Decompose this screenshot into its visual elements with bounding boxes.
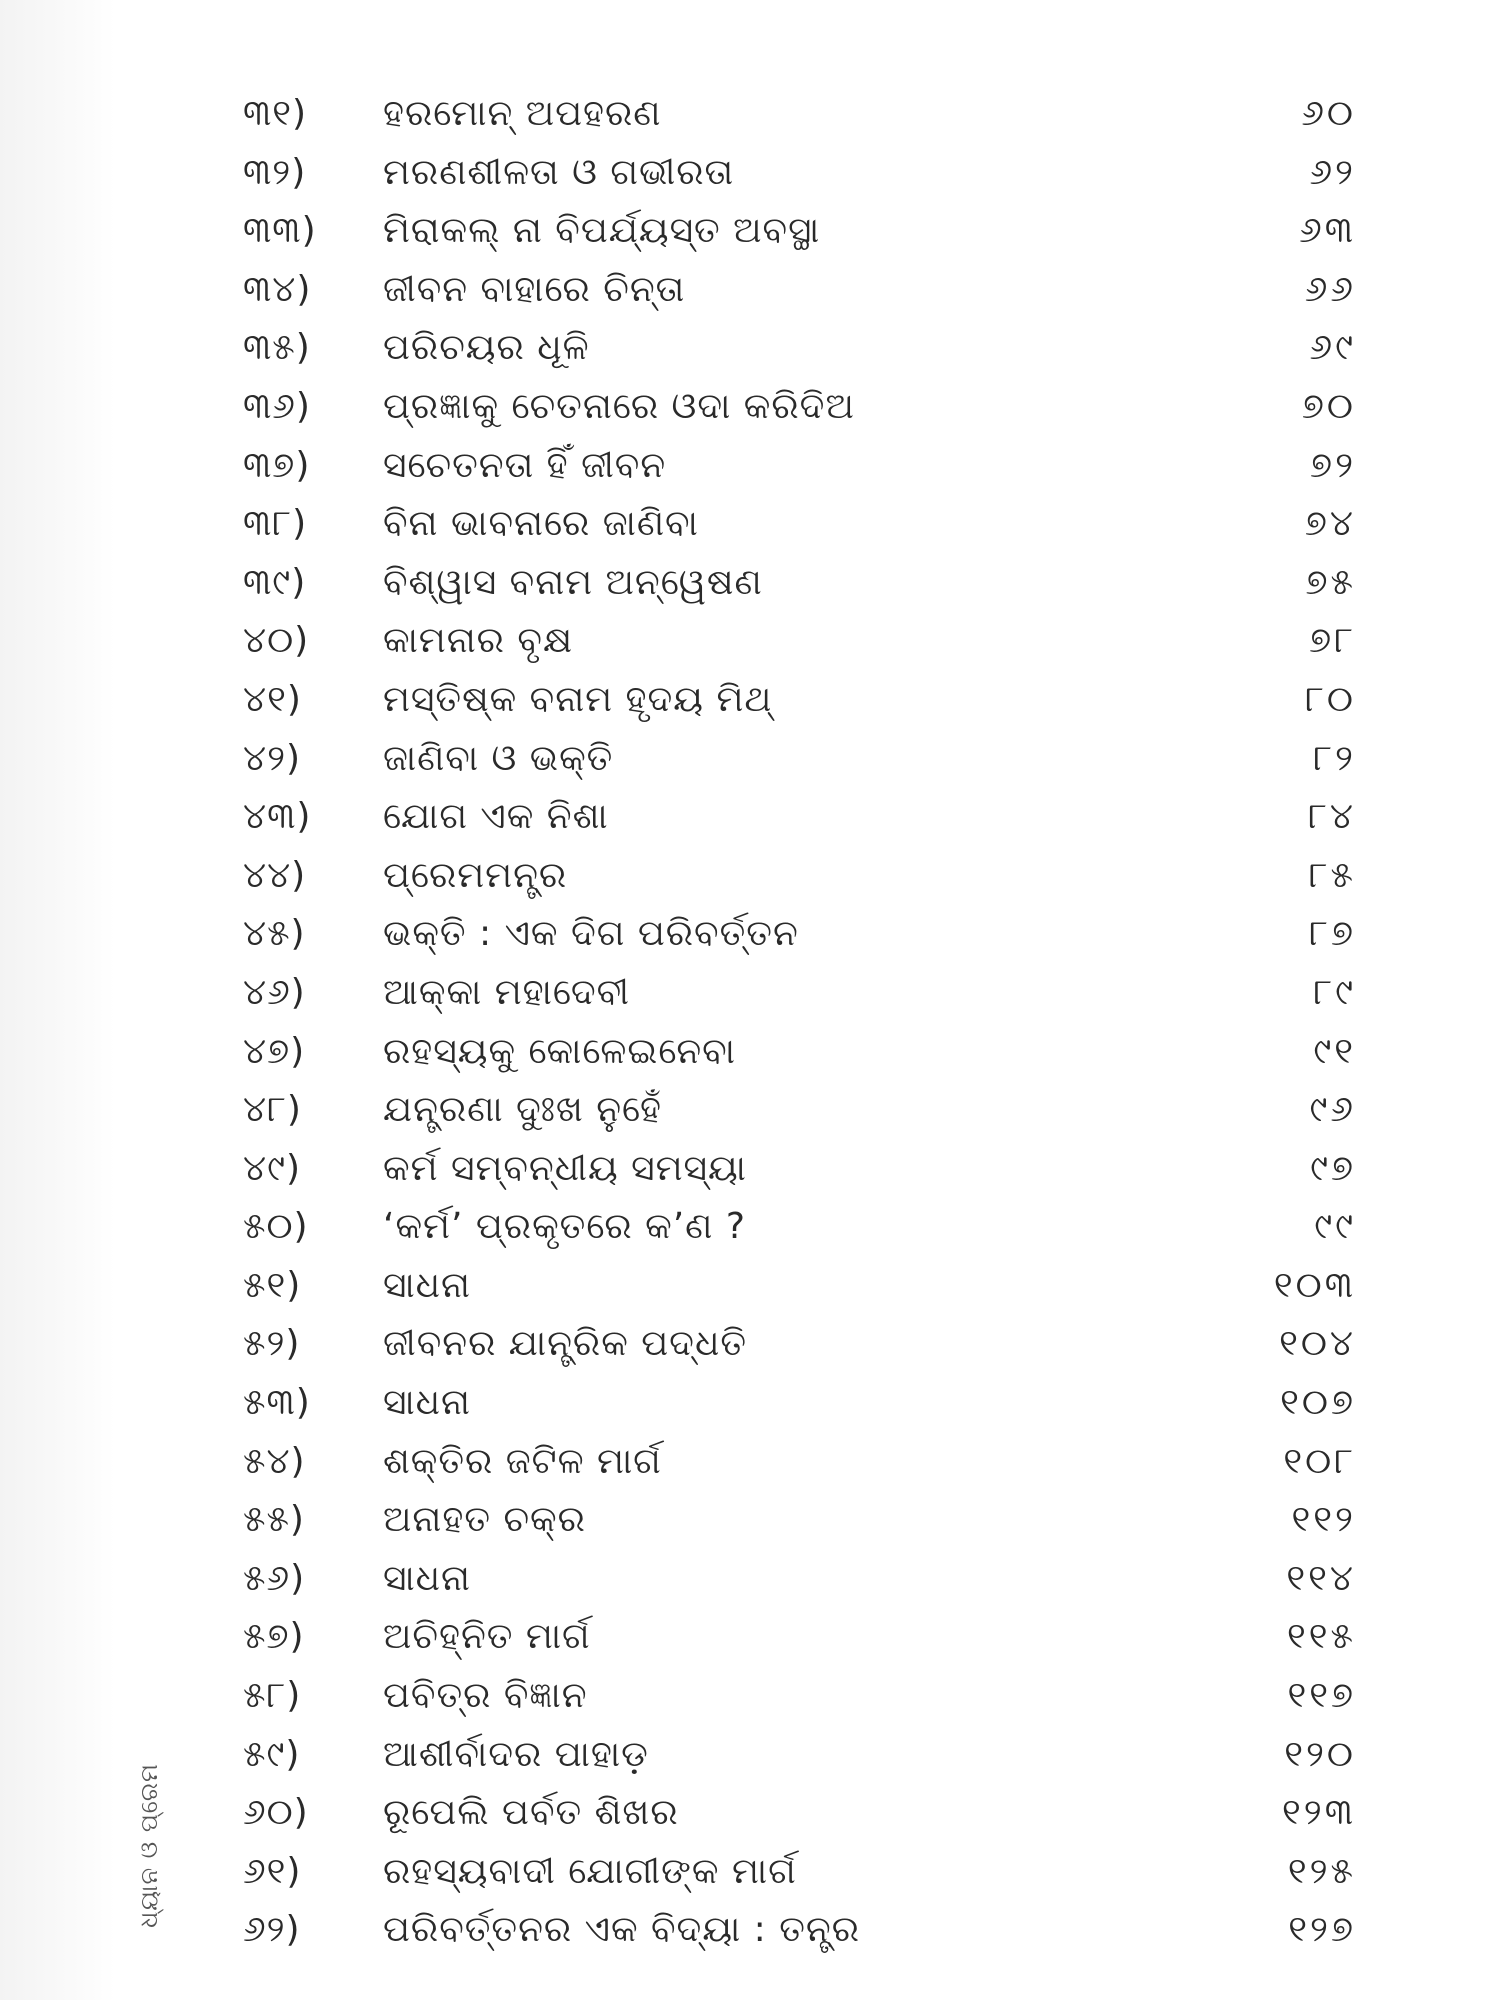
entry-title: ରୂପେଲି ପର୍ବତ ଶିଖର xyxy=(383,1792,679,1834)
entry-title: ହରମୋନ୍ ଅପହରଣ xyxy=(383,93,662,134)
entry-page-number: ୮୫ xyxy=(1308,854,1356,896)
entry-number: ୩୮) xyxy=(243,503,308,545)
entry-title: ଅଚିହ୍ନିତ ମାର୍ଗ xyxy=(383,1616,591,1658)
entry-number: ୩୫) xyxy=(243,327,311,369)
entry-number: ୫୩) xyxy=(243,1382,311,1424)
entry-title: ‘କର୍ମ’ ପ୍ରକୃତରେ କ’ଣ ? xyxy=(383,1206,746,1248)
entry-page-number: ୧୦୭ xyxy=(1280,1382,1356,1424)
toc-entry xyxy=(0,1491,1500,1550)
entry-page-number: ୧୦୪ xyxy=(1279,1323,1356,1365)
entry-number: ୪୩) xyxy=(243,796,312,838)
toc-entry xyxy=(0,1198,1500,1257)
entry-number: ୫୦) xyxy=(243,1206,309,1248)
toc-entry xyxy=(0,495,1500,554)
entry-title: କାମନାର ବୃକ୍ଷ xyxy=(383,620,574,662)
entry-page-number: ୧୨୩ xyxy=(1282,1792,1356,1834)
toc-entry xyxy=(0,1257,1500,1316)
toc-entry xyxy=(0,905,1500,964)
entry-page-number: ୬୨ xyxy=(1309,151,1356,193)
toc-entry xyxy=(0,847,1500,906)
toc-entry xyxy=(0,1550,1500,1609)
entry-number: ୪୨) xyxy=(243,737,302,779)
entry-page-number: ୧୧୫ xyxy=(1287,1616,1356,1658)
entry-number: ୩୭) xyxy=(243,444,311,486)
entry-page-number: ୭୨ xyxy=(1310,444,1356,486)
entry-page-number: ୭୪ xyxy=(1304,503,1356,545)
entry-number: ୩୨) xyxy=(243,151,307,193)
entry-number: ୩୧) xyxy=(243,93,308,134)
entry-page-number: ୯୯ xyxy=(1314,1206,1356,1248)
table-of-contents xyxy=(0,85,1500,1960)
toc-entry xyxy=(0,730,1500,789)
toc-entry xyxy=(0,85,1500,144)
entry-number: ୩୪) xyxy=(243,268,312,310)
entry-number: ୪୫) xyxy=(243,913,306,955)
toc-entry xyxy=(0,1081,1500,1140)
toc-entry xyxy=(0,1784,1500,1843)
toc-entry xyxy=(0,1726,1500,1785)
entry-title: ଶକ୍ତିର ଜଟିଳ ମାର୍ଗ xyxy=(383,1440,662,1482)
entry-title: ମସ୍ତିଷ୍କ ବନାମ ହୃଦୟ ମିଥ୍ xyxy=(383,678,773,720)
toc-entry xyxy=(0,1901,1500,1960)
entry-number: ୪୯) xyxy=(243,1147,302,1189)
toc-entry xyxy=(0,671,1500,730)
entry-title: ପ୍ରଜ୍ଞାକୁ ଚେତନାରେ ଓଦା କରିଦିଅ xyxy=(383,385,855,427)
entry-number: ୩୩) xyxy=(243,210,317,252)
entry-number: ୪୪) xyxy=(243,854,307,896)
toc-entry xyxy=(0,1433,1500,1492)
toc-entry xyxy=(0,202,1500,261)
entry-number: ୪୧) xyxy=(243,678,302,720)
entry-title: ଜୀବନ ବାହାରେ ଚିନ୍ତା xyxy=(383,268,686,310)
entry-title: ପ୍ରେମମନ୍ତ୍ର xyxy=(383,854,568,896)
toc-entry xyxy=(0,1374,1500,1433)
toc-entry xyxy=(0,964,1500,1023)
entry-number: ୩୯) xyxy=(243,561,307,603)
entry-number: ୬୨) xyxy=(243,1909,301,1951)
toc-entry xyxy=(0,788,1500,847)
toc-entry xyxy=(0,1608,1500,1667)
entry-page-number: ୭୮ xyxy=(1309,620,1356,662)
entry-page-number: ୧୧୭ xyxy=(1287,1675,1356,1717)
entry-number: ୪୬) xyxy=(243,971,306,1013)
toc-entry xyxy=(0,1843,1500,1902)
entry-title: ସଚେତନତା ହିଁ ଜୀବନ xyxy=(383,444,667,486)
entry-title: କର୍ମ ସମ୍ବନ୍ଧୀୟ ସମସ୍ୟା xyxy=(383,1147,747,1189)
entry-title: ଯୋଗ ଏକ ନିଶା xyxy=(383,796,609,838)
entry-title: ବିଶ୍ୱାସ ବନାମ ଅନ୍ୱେଷଣ xyxy=(383,561,763,603)
entry-page-number: ୯୧ xyxy=(1313,1030,1356,1072)
entry-title: ଅନାହତ ଚକ୍ର xyxy=(383,1499,586,1541)
entry-page-number: ୮୭ xyxy=(1309,913,1356,955)
entry-page-number: ୭୦ xyxy=(1301,385,1356,427)
entry-number: ୪୮) xyxy=(243,1089,302,1131)
entry-page-number: ୧୧୪ xyxy=(1286,1557,1356,1599)
entry-title: ରହସ୍ୟକୁ କୋଳେଇନେବା xyxy=(383,1030,736,1072)
toc-entry xyxy=(0,1023,1500,1082)
entry-title: ଜାଣିବା ଓ ଭକ୍ତି xyxy=(383,737,614,779)
toc-entry xyxy=(0,144,1500,203)
entry-page-number: ୮୦ xyxy=(1305,678,1356,720)
toc-entry xyxy=(0,437,1500,496)
entry-page-number: ୧୦୮ xyxy=(1283,1440,1356,1482)
toc-entry xyxy=(0,1667,1500,1726)
entry-title: ରହସ୍ୟବାଦୀ ଯୋଗୀଙ୍କ ମାର୍ଗ xyxy=(383,1850,797,1892)
entry-page-number: ୧୨୭ xyxy=(1288,1909,1356,1951)
entry-title: ଆଶୀର୍ବାଦର ପାହାଡ଼ xyxy=(383,1733,649,1775)
entry-number: ୩୬) xyxy=(243,385,311,427)
entry-page-number: ୬୩ xyxy=(1299,210,1356,252)
entry-page-number: ୭୫ xyxy=(1305,561,1356,603)
entry-page-number: ୧୧୨ xyxy=(1291,1499,1356,1541)
entry-page-number: ୬୬ xyxy=(1304,268,1356,310)
entry-number: ୫୮) xyxy=(243,1675,302,1717)
entry-title: ପରିବର୍ତ୍ତନର ଏକ ବିଦ୍ୟା : ତନ୍ତ୍ର xyxy=(383,1909,860,1951)
entry-page-number: ୧୦୩ xyxy=(1273,1264,1356,1306)
entry-number: ୫୭) xyxy=(243,1616,305,1658)
entry-number: ୬୧) xyxy=(243,1850,302,1892)
entry-title: ସାଧନା xyxy=(383,1557,471,1599)
entry-number: ୫୨) xyxy=(243,1323,301,1365)
toc-entry xyxy=(0,319,1500,378)
entry-title: ପରିଚୟର ଧୂଳି xyxy=(383,327,590,369)
entry-title: ପବିତ୍ର ବିଜ୍ଞାନ xyxy=(383,1675,588,1717)
entry-title: ବିନା ଭାବନାରେ ଜାଣିବା xyxy=(383,503,699,545)
toc-entry xyxy=(0,1140,1500,1199)
entry-page-number: ୮୪ xyxy=(1308,796,1356,838)
entry-number: ୪୭) xyxy=(243,1030,306,1072)
entry-number: ୫୫) xyxy=(243,1499,305,1541)
toc-entry xyxy=(0,554,1500,613)
toc-entry xyxy=(0,612,1500,671)
entry-page-number: ୧୨୫ xyxy=(1287,1850,1356,1892)
entry-title: ଆକ୍କା ମହାଦେବୀ xyxy=(383,971,631,1013)
toc-entry xyxy=(0,1315,1500,1374)
entry-page-number: ୬୦ xyxy=(1301,93,1356,134)
entry-title: ସାଧନା xyxy=(383,1382,471,1424)
entry-number: ୪୦) xyxy=(243,620,310,662)
entry-title: ମିରାକଲ୍ ନା ବିପର୍ଯ୍ୟସ୍ତ ଅବସ୍ଥା xyxy=(383,210,821,252)
entry-page-number: ୯୭ xyxy=(1310,1147,1356,1189)
entry-number: ୬୦) xyxy=(243,1792,309,1834)
entry-page-number: ୬୯ xyxy=(1309,327,1356,369)
toc-entry xyxy=(0,378,1500,437)
entry-page-number: ୮୯ xyxy=(1313,971,1356,1013)
entry-title: ସାଧନା xyxy=(383,1264,471,1306)
entry-title: ଜୀବନର ଯାନ୍ତ୍ରିକ ପଦ୍ଧତି xyxy=(383,1323,747,1365)
entry-number: ୫୯) xyxy=(243,1733,301,1775)
side-label: ଧ୍ୟାନ ଓ ପ୍ରେମ xyxy=(135,1763,163,1928)
entry-number: ୫୪) xyxy=(243,1440,306,1482)
entry-title: ମରଣଶୀଳତା ଓ ଗଭୀରତା xyxy=(383,151,735,193)
entry-page-number: ୯୬ xyxy=(1309,1089,1356,1131)
entry-number: ୫୧) xyxy=(243,1264,302,1306)
toc-entry xyxy=(0,261,1500,320)
entry-title: ଯନ୍ତ୍ରଣା ଦୁଃଖ ନୁହେଁ xyxy=(383,1089,663,1131)
entry-page-number: ୮୨ xyxy=(1313,737,1356,779)
entry-number: ୫୬) xyxy=(243,1557,306,1599)
entry-title: ଭକ୍ତି : ଏକ ଦିଗ ପରିବର୍ତ୍ତନ xyxy=(383,913,799,955)
entry-page-number: ୧୨୦ xyxy=(1284,1733,1356,1775)
